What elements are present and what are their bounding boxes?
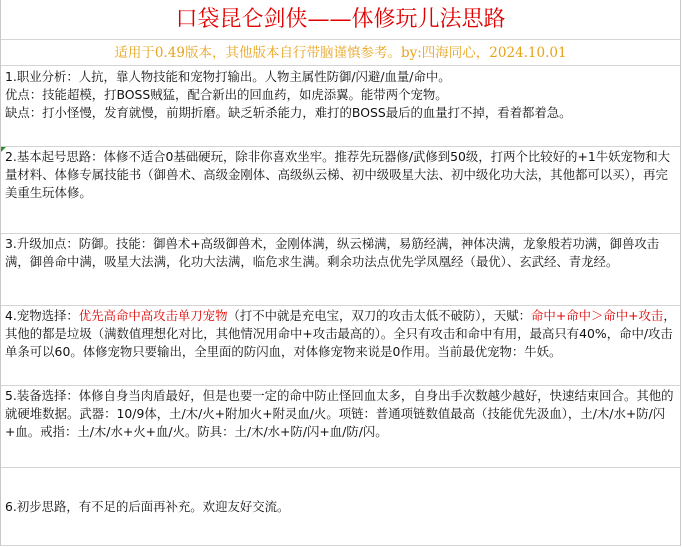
closing-text: 6.初步思路，有不足的后面再补充。欢迎友好交流。 — [5, 499, 290, 514]
pet-choice-prefix: 4.宠物选择： — [5, 308, 79, 323]
section-class-analysis — [1, 67, 680, 147]
section-level-points — [1, 234, 680, 306]
account-start-text: 2.基本起号思路：体修不适合0基础硬玩，除非你喜欢坐牢。推荐先玩器修/武修到50级，打两个比较好的+1牛妖宠物和大量材料、体修专属技能书（御兽术、高级金刚体、高级纵云梯、初中级吸星大法、初中级化功大法，其他都可以买），再完美重生玩体修。 — [5, 149, 671, 200]
document-title: 口袋昆仑剑侠——体修玩儿法思路 — [1, 0, 680, 40]
equipment-text: 5.装备选择：体修自身当肉盾最好，但是也要一定的命中防止怪回血太多，自身出手次数越少越好，快速结束回合。其他的就硬堆数据。武器：10/9体，土/木/火+附加火+附灵血/火。项链：普通项链数值最高（技能优先汲血），土/木/水+防/闪+血。戒指：土/木/水+火+血/火。防具：土/木/水+防/闪+血/防/闪。 — [5, 388, 674, 439]
pet-choice-rest: ，其他的都是垃圾（满数值理想化对比，其他情况用命中+攻击最高的）。全只有攻击和命中有用，最高只有40%，命中/攻击单条可以60。体修宠物只要输出，全里面的防闪血，对体修宠物来说是0作用。当前最优宠物：牛妖。 — [5, 308, 676, 359]
advantages-line: 优点：技能超模，打BOSS贼猛，配合新出的回血药，如虎添翼。能带两个宠物。 — [5, 87, 448, 102]
pet-choice-text — [5, 307, 676, 361]
version-note: 适用于0.49版本，其他版本自行带脑谨慎参考。by:四海同心，2024.10.01 — [1, 40, 680, 66]
level-points-text: 3.升级加点：防御。技能：御兽术+高级御兽术，金刚体满，纵云梯满，易筋经满，神体决满，龙象般若功满，御兽攻击满，御兽命中满，吸星大法满，化功大法满，临危求生满。剩余功法点优先学凤凰经（最优）、玄武经、青龙经。 — [5, 236, 660, 269]
section-account-start — [1, 147, 680, 234]
section-equipment — [1, 386, 680, 468]
pet-choice-mid: （打不中就是充电宝，双刀的攻击太低不破防），天赋： — [227, 308, 532, 323]
disadvantages-line: 缺点：打小怪慢，发育就慢，前期折磨。缺乏斩杀能力，难打的BOSS最后的血量打不掉，看着都着急。 — [5, 105, 572, 120]
section-closing — [1, 468, 680, 546]
pet-highlight-talent: 命中+命中＞命中+攻击 — [531, 308, 664, 323]
section-pet-choice — [1, 306, 680, 386]
cell-comment-marker — [1, 147, 6, 152]
pet-highlight-primary: 优先高命中高攻击单刀宠物 — [78, 308, 228, 323]
class-analysis-line: 1.职业分析：人抗，靠人物技能和宠物打输出。人物主属性防御/闪避/血量/命中。 — [5, 69, 451, 84]
